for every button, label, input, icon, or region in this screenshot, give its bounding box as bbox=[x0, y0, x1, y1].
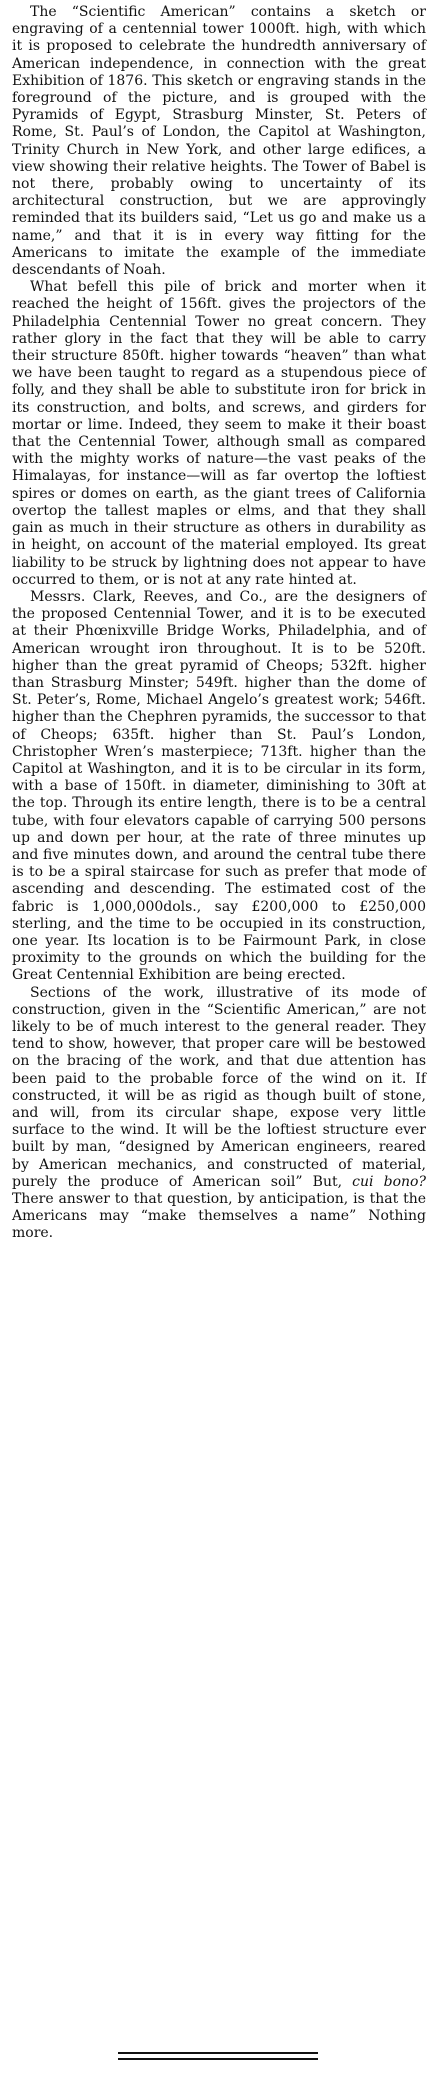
article-end-rule bbox=[118, 2052, 318, 2060]
paragraph-4 bbox=[12, 985, 426, 1243]
paragraph-4-text-a: Sections of the work, illustrative of its mode of construction, given in the “Scientific American,” are not likely to be of much interest to the general reader. They tend to show, however, that proper care will be bestowed on the bracing of the work, and that due attention has been paid to the probable force of the wind on it. If constructed, it will be as rigid as though built of stone, and will, from its circular shape, expose very little surface to the wind. It will be the loftiest structure ever built by man, “designed by American engineers, reared by American mechanics, and constructed of material, purely the produce of American soil” But, bbox=[12, 984, 426, 1190]
article-body bbox=[12, 4, 426, 1243]
paragraph-4-text-b: There answer to that question, by anticipation, is that the Americans may “make themselves a name” Nothing more. bbox=[12, 1191, 426, 1242]
paragraph-4-italic-phrase: cui bono? bbox=[352, 1173, 426, 1190]
paragraph-3: Messrs. Clark, Reeves, and Co., are the designers of the proposed Centennial Tower, and it is to be executed at their Phœnixville Bridge Works, Philadelphia, and of American wrought iron throughout. It is to be 520ft. higher than the great pyramid of Cheops; 532ft. higher than Strasburg Minster; 549ft. higher than the dome of St. Peter’s, Rome, Michael Angelo’s greatest work; 546ft. higher than the Chephren pyramids, the successor to that of Cheops; 635ft. higher than St. Paul’s London, Christopher Wren’s masterpiece; 713ft. higher than the Capitol at Washington, and it is to be circular in its form, with a base of 150ft. in diameter, diminishing to 30ft at the top. Through its entire length, there is to be a central tube, with four elevators capable of carrying 500 persons up and down per hour, at the rate of three minutes up and five minutes down, and around the central tube there is to be a spiral staircase for such as prefer that mode of ascending and descending. The estimated cost of the fabric is 1,000,000dols., say £200,000 to £250,000 sterling, and the time to be occupied in its construction, one year. Its location is to be Fairmount Park, in close proximity to the grounds on which the building for the Great Centennial Exhibition are being erected. bbox=[12, 588, 426, 984]
paragraph-2: What befell this pile of brick and morter when it reached the height of 156ft. gives the projectors of the Philadelphia Centennial Tower no great concern. They rather glory in the fact that they will be able to carry their structure 850ft. higher towards “heaven” than what we have been taught to regard as a stupendous piece of folly, and they shall be able to substitute iron for brick in its construction, and bolts, and screws, and girders for mortar or lime. Indeed, they seem to make it their boast that the Centennial Tower, although small as compared with the mighty works of nature—the vast peaks of the Himalayas, for instance—will as far overtop the loftiest spires or domes on earth, as the giant trees of California overtop the tallest maples or elms, and that they shall gain as much in their structure as others in durability as in height, on account of the material employed. Its great liability to be struck by lightning does not appear to have occurred to them, or is not at any rate hinted at. bbox=[12, 279, 426, 588]
paragraph-1: The “Scientific American” contains a sketch or engraving of a centennial tower 1000ft. high, with which it is proposed to celebrate the hundredth anniversary of American independence, in connection with the great Exhibition of 1876. This sketch or engraving stands in the foreground of the picture, and is grouped with the Pyramids of Egypt, Strasburg Minster, St. Peters of Rome, St. Paul’s of London, the Capitol at Washington, Trinity Church in New York, and other large edifices, a view showing their relative heights. The Tower of Babel is not there, probably owing to uncertainty of its architectural construction, but we are approvingly reminded that its builders said, “Let us go and make us a name,” and that it is in every way fitting for the Americans to imitate the example of the immediate descendants of Noah. bbox=[12, 4, 426, 279]
